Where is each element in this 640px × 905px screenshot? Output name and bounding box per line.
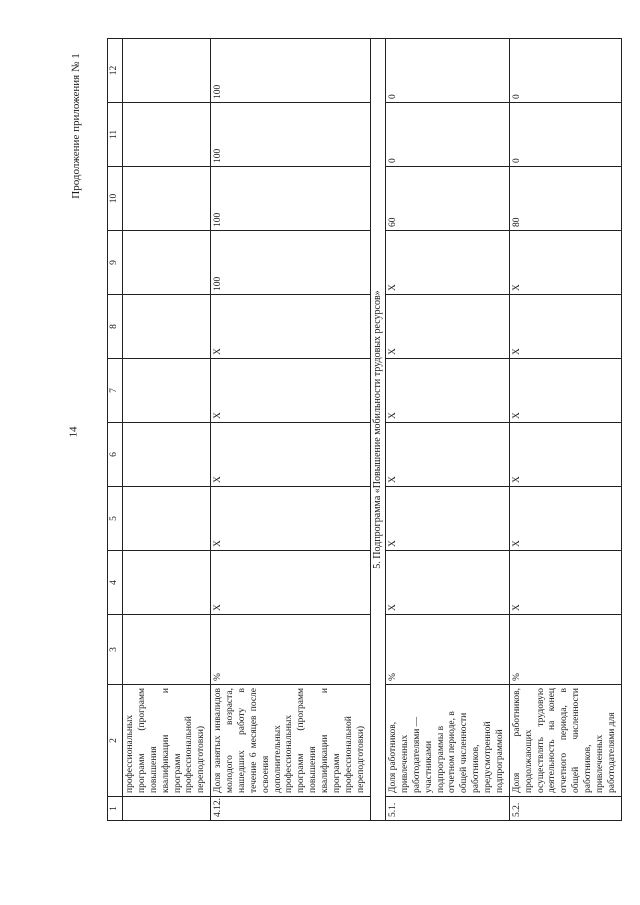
cell-6	[123, 423, 211, 487]
col-11: 11	[108, 103, 123, 167]
col-7: 7	[108, 359, 123, 423]
cell-11: 100	[211, 103, 370, 167]
table-row	[509, 39, 621, 821]
cell-9: Х	[386, 231, 510, 295]
row-unit	[123, 615, 211, 685]
table-row	[386, 39, 510, 821]
cell-10: 60	[386, 167, 510, 231]
subprogram-title: 5. Подпрограмма «Повышение мобильности трудовых ресурсов»	[370, 39, 386, 821]
cell-7: Х	[211, 359, 370, 423]
row-number	[123, 797, 211, 821]
col-1: 1	[108, 797, 123, 821]
cell-7: Х	[386, 359, 510, 423]
column-number-row	[108, 39, 123, 821]
cell-7: Х	[509, 359, 621, 423]
cell-4: Х	[211, 551, 370, 615]
indicators-table	[107, 38, 622, 821]
cell-8: Х	[211, 295, 370, 359]
col-8: 8	[108, 295, 123, 359]
col-4: 4	[108, 551, 123, 615]
col-10: 10	[108, 167, 123, 231]
col-5: 5	[108, 487, 123, 551]
cell-6: Х	[386, 423, 510, 487]
col-9: 9	[108, 231, 123, 295]
table-row	[123, 39, 211, 821]
row-description: Доля работников, продолжающих осуществлять трудовую деятельность на конец отчетного периода, в общей численности работников, привлеченных работодателями для	[509, 685, 621, 797]
cell-4	[123, 551, 211, 615]
row-description: Доля занятых инвалидов молодого возраста, нашедших работу в течение 6 месяцев после освоения дополнительных профессиональных программ (программ повышения квалификации и программ профессиональной переподготовки)	[211, 685, 370, 797]
cell-9: 100	[211, 231, 370, 295]
col-6: 6	[108, 423, 123, 487]
row-number: 4.12.	[211, 797, 370, 821]
cell-4: Х	[386, 551, 510, 615]
row-description: профессиональных программ (программ повышения квалификации и программ профессиональной переподготовки)	[123, 685, 211, 797]
row-number: 5.1.	[386, 797, 510, 821]
col-3: 3	[108, 615, 123, 685]
cell-11: 0	[509, 103, 621, 167]
row-number: 5.2.	[509, 797, 621, 821]
row-unit: %	[386, 615, 510, 685]
col-12: 12	[108, 39, 123, 103]
cell-5	[123, 487, 211, 551]
page-number: 14	[67, 426, 80, 438]
cell-5: Х	[509, 487, 621, 551]
row-description: Доля работников, привлеченных работодателями — участниками подпрограммы в отчетном периоде, в общей численности работников, предусмотренной подпрограммой	[386, 685, 510, 797]
cell-11: 0	[386, 103, 510, 167]
cell-12	[123, 39, 211, 103]
cell-9	[123, 231, 211, 295]
cell-8: Х	[509, 295, 621, 359]
cell-12: 100	[211, 39, 370, 103]
cell-8: Х	[386, 295, 510, 359]
cell-8	[123, 295, 211, 359]
cell-6: Х	[509, 423, 621, 487]
cell-4: Х	[509, 551, 621, 615]
row-unit: %	[509, 615, 621, 685]
cell-11	[123, 103, 211, 167]
cell-10: 100	[211, 167, 370, 231]
cell-10: 80	[509, 167, 621, 231]
cell-12: 0	[386, 39, 510, 103]
table-row	[211, 39, 370, 821]
row-unit: %	[211, 615, 370, 685]
cell-5: Х	[211, 487, 370, 551]
cell-7	[123, 359, 211, 423]
cell-5: Х	[386, 487, 510, 551]
cell-12: 0	[509, 39, 621, 103]
cell-6: Х	[211, 423, 370, 487]
col-2: 2	[108, 685, 123, 797]
subprogram-row	[370, 39, 386, 821]
appendix-note: Продолжение приложения № 1	[70, 53, 82, 199]
cell-10	[123, 167, 211, 231]
cell-9: Х	[509, 231, 621, 295]
